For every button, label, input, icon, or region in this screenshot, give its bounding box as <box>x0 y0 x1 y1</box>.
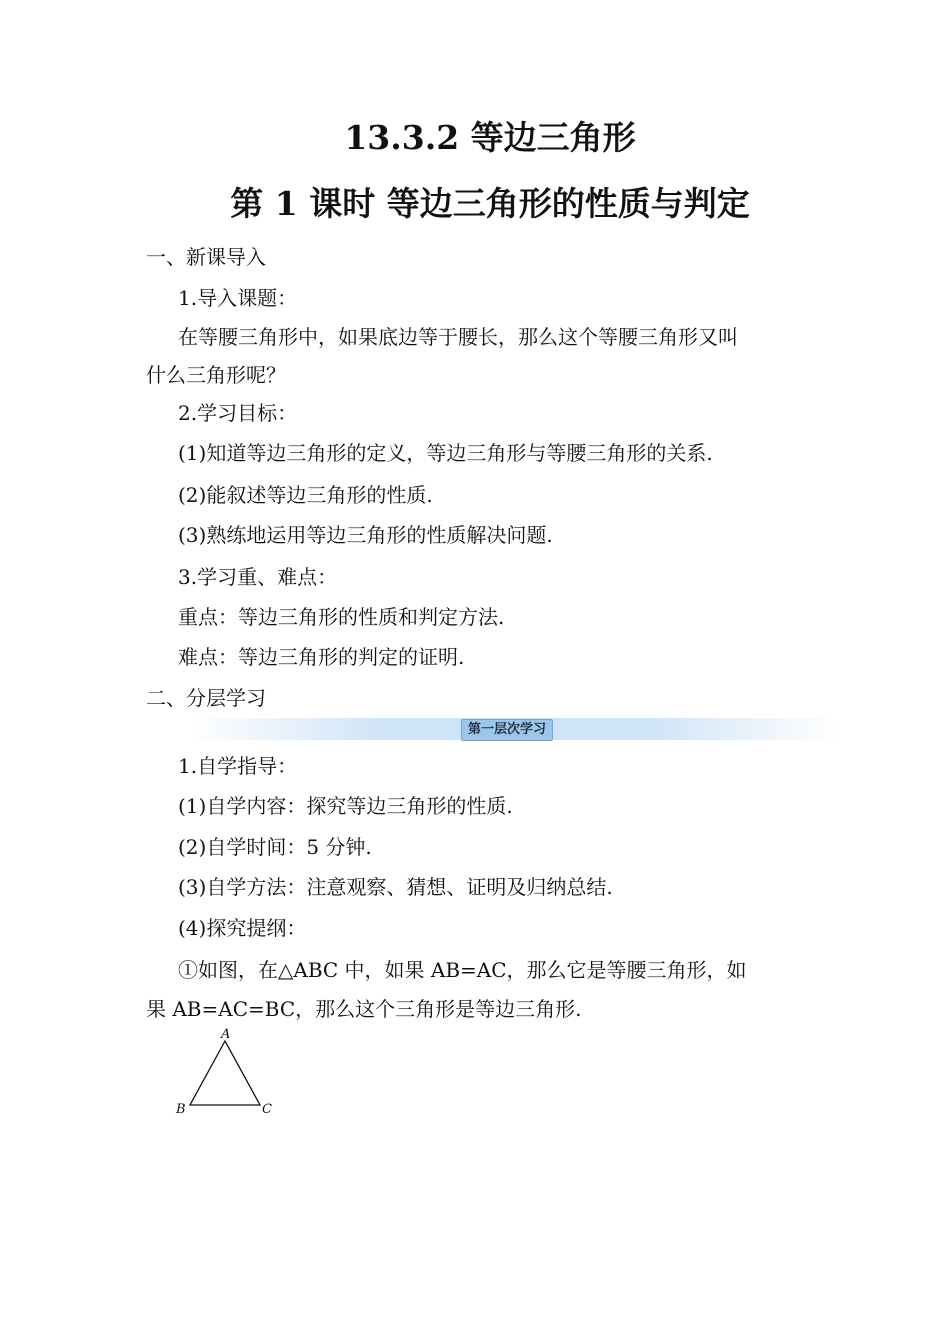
goal-item: (3)熟练地运用等边三角形的性质解决问题. <box>178 523 553 547</box>
triangle-abc <box>190 1041 260 1105</box>
vertex-label-c: C <box>262 1102 272 1117</box>
page-title: 13.3.2 等边三角形 <box>344 118 636 157</box>
section-heading-intro: 一、新课导入 <box>146 245 266 269</box>
paragraph-line: ①如图，在△ABC 中，如果 AB=AC，那么它是等腰三角形，如 <box>178 958 747 982</box>
lesson-subtitle: 第 1 课时 等边三角形的性质与判定 <box>230 184 750 223</box>
vertex-label-a: A <box>221 1028 231 1042</box>
goal-item: (2)能叙述等边三角形的性质. <box>178 483 433 507</box>
vertex-label-b: B <box>176 1102 186 1117</box>
key-point: 重点：等边三角形的性质和判定方法. <box>178 605 505 629</box>
guide-item: (3)自学方法：注意观察、猜想、证明及归纳总结. <box>178 875 613 899</box>
paragraph-line: 什么三角形呢？ <box>146 363 286 387</box>
section-heading-layered: 二、分层学习 <box>146 686 266 710</box>
guide-item: (1)自学内容：探究等边三角形的性质. <box>178 794 513 818</box>
paragraph-line: 果 AB=AC=BC，那么这个三角形是等边三角形. <box>146 997 582 1021</box>
triangle-figure <box>170 1028 280 1120</box>
guide-item: (2)自学时间：5 分钟. <box>178 835 372 859</box>
level-banner-label: 第一层次学习 <box>461 719 553 741</box>
paragraph-line: 在等腰三角形中，如果底边等于腰长，那么这个等腰三角形又叫 <box>178 325 738 349</box>
guide-item: (4)探究提纲： <box>178 916 307 940</box>
list-item: 1.导入课题： <box>178 286 298 310</box>
list-item: 3.学习重、难点： <box>178 565 338 589</box>
list-item: 1.自学指导： <box>178 754 298 778</box>
difficult-point: 难点：等边三角形的判定的证明. <box>178 645 465 669</box>
goal-item: (1)知道等边三角形的定义，等边三角形与等腰三角形的关系. <box>178 441 713 465</box>
list-item: 2.学习目标： <box>178 401 298 425</box>
